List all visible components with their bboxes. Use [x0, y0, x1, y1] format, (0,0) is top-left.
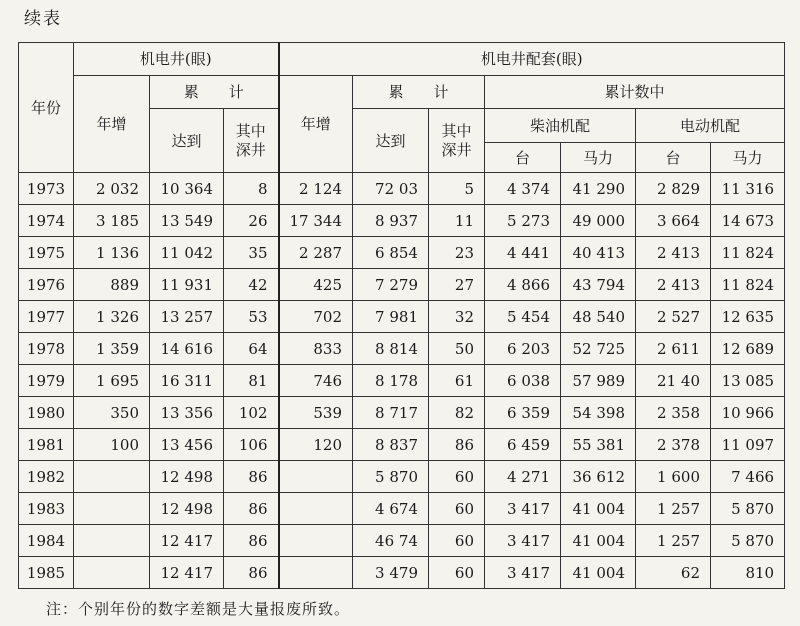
equip-deep: 23 — [429, 237, 485, 269]
equip-annual-increase: 539 — [279, 397, 353, 429]
header-equip-reached: 达到 — [353, 109, 429, 173]
row-year: 1977 — [19, 301, 74, 333]
diesel-hp: 52 725 — [561, 333, 636, 365]
equip-cumulative: 8 717 — [353, 397, 429, 429]
diesel-hp: 41 290 — [561, 173, 636, 205]
electric-units: 2 611 — [636, 333, 711, 365]
wells-cumulative: 11 042 — [150, 237, 224, 269]
equip-cumulative: 8 178 — [353, 365, 429, 397]
wells-cumulative: 13 257 — [150, 301, 224, 333]
diesel-hp: 43 794 — [561, 269, 636, 301]
table-row — [19, 333, 785, 365]
diesel-hp: 40 413 — [561, 237, 636, 269]
diesel-units: 3 417 — [485, 557, 561, 589]
wells-annual-increase: 3 185 — [74, 205, 150, 237]
equip-annual-increase: 2 124 — [279, 173, 353, 205]
wells-annual-increase: 889 — [74, 269, 150, 301]
diesel-units: 4 441 — [485, 237, 561, 269]
header-deep-line1: 其中 — [235, 121, 266, 140]
wells-annual-increase: 350 — [74, 397, 150, 429]
diesel-units: 4 271 — [485, 461, 561, 493]
diesel-hp: 41 004 — [561, 493, 636, 525]
equip-deep: 11 — [429, 205, 485, 237]
equip-annual-increase — [279, 557, 353, 589]
footnote: 注：个别年份的数字差额是大量报废所致。 — [46, 600, 351, 618]
electric-hp: 14 673 — [711, 205, 785, 237]
table-row — [19, 525, 785, 557]
wells-annual-increase: 100 — [74, 429, 150, 461]
equip-cumulative: 6 854 — [353, 237, 429, 269]
diesel-units: 3 417 — [485, 493, 561, 525]
wells-deep: 86 — [224, 493, 279, 525]
equip-cumulative: 4 674 — [353, 493, 429, 525]
electric-hp: 11 316 — [711, 173, 785, 205]
wells-cumulative: 12 417 — [150, 525, 224, 557]
equip-deep: 5 — [429, 173, 485, 205]
table-row — [19, 429, 785, 461]
diesel-units: 3 417 — [485, 525, 561, 557]
header-wells-cumulative: 累 计 — [150, 76, 279, 109]
equip-annual-increase — [279, 493, 353, 525]
electric-units: 2 829 — [636, 173, 711, 205]
table-row — [19, 493, 785, 525]
diesel-hp: 36 612 — [561, 461, 636, 493]
electric-units: 3 664 — [636, 205, 711, 237]
header-equip-annual-increase: 年增 — [279, 76, 353, 173]
wells-cumulative: 12 417 — [150, 557, 224, 589]
electric-hp: 5 870 — [711, 493, 785, 525]
electric-units: 1 600 — [636, 461, 711, 493]
equip-cumulative: 46 74 — [353, 525, 429, 557]
table-row — [19, 365, 785, 397]
electric-units: 21 40 — [636, 365, 711, 397]
header-electric: 电动机配 — [636, 109, 785, 143]
table-row — [19, 205, 785, 237]
equip-cumulative: 72 03 — [353, 173, 429, 205]
electric-units: 62 — [636, 557, 711, 589]
electric-hp: 13 085 — [711, 365, 785, 397]
electric-hp: 10 966 — [711, 397, 785, 429]
electric-units: 2 358 — [636, 397, 711, 429]
electric-units: 2 413 — [636, 237, 711, 269]
diesel-hp: 41 004 — [561, 525, 636, 557]
equip-deep: 50 — [429, 333, 485, 365]
wells-cumulative: 12 498 — [150, 461, 224, 493]
equip-deep: 27 — [429, 269, 485, 301]
wells-annual-increase — [74, 461, 150, 493]
header-diesel-units: 台 — [485, 143, 561, 173]
equip-annual-increase — [279, 461, 353, 493]
wells-cumulative: 16 311 — [150, 365, 224, 397]
table-row — [19, 557, 785, 589]
header-cumulative-breakdown: 累计数中 — [485, 76, 785, 109]
wells-annual-increase — [74, 557, 150, 589]
equip-deep: 60 — [429, 461, 485, 493]
page-title: 续表 — [24, 9, 62, 29]
row-year: 1973 — [19, 173, 74, 205]
equip-cumulative: 7 279 — [353, 269, 429, 301]
equip-deep: 60 — [429, 525, 485, 557]
electric-hp: 11 824 — [711, 269, 785, 301]
wells-cumulative: 12 498 — [150, 493, 224, 525]
diesel-units: 6 203 — [485, 333, 561, 365]
electric-units: 2 413 — [636, 269, 711, 301]
wells-deep: 86 — [224, 461, 279, 493]
row-year: 1979 — [19, 365, 74, 397]
diesel-units: 6 459 — [485, 429, 561, 461]
row-year: 1983 — [19, 493, 74, 525]
header-deep-line2: 深井 — [441, 140, 472, 159]
wells-deep: 8 — [224, 173, 279, 205]
data-table — [18, 42, 785, 589]
diesel-units: 5 273 — [485, 205, 561, 237]
diesel-units: 6 038 — [485, 365, 561, 397]
equip-annual-increase: 120 — [279, 429, 353, 461]
wells-annual-increase: 1 326 — [74, 301, 150, 333]
header-diesel-hp: 马力 — [561, 143, 636, 173]
electric-hp: 12 689 — [711, 333, 785, 365]
equip-deep: 82 — [429, 397, 485, 429]
row-year: 1974 — [19, 205, 74, 237]
header-diesel: 柴油机配 — [485, 109, 636, 143]
diesel-hp: 54 398 — [561, 397, 636, 429]
diesel-hp: 57 989 — [561, 365, 636, 397]
wells-cumulative: 13 456 — [150, 429, 224, 461]
wells-cumulative: 11 931 — [150, 269, 224, 301]
electric-hp: 12 635 — [711, 301, 785, 333]
equip-deep: 86 — [429, 429, 485, 461]
wells-cumulative: 14 616 — [150, 333, 224, 365]
table-row — [19, 301, 785, 333]
equip-annual-increase: 17 344 — [279, 205, 353, 237]
table-row — [19, 237, 785, 269]
table-row — [19, 173, 785, 205]
equip-annual-increase: 746 — [279, 365, 353, 397]
header-wells-annual-increase: 年增 — [74, 76, 150, 173]
wells-annual-increase: 1 695 — [74, 365, 150, 397]
electric-units: 2 378 — [636, 429, 711, 461]
diesel-units: 4 374 — [485, 173, 561, 205]
wells-deep: 26 — [224, 205, 279, 237]
equip-annual-increase: 702 — [279, 301, 353, 333]
header-wells-deep — [224, 109, 279, 173]
row-year: 1985 — [19, 557, 74, 589]
equip-annual-increase: 833 — [279, 333, 353, 365]
row-year: 1984 — [19, 525, 74, 557]
row-year: 1982 — [19, 461, 74, 493]
row-year: 1978 — [19, 333, 74, 365]
electric-hp: 11 824 — [711, 237, 785, 269]
wells-annual-increase: 1 359 — [74, 333, 150, 365]
equip-cumulative: 3 479 — [353, 557, 429, 589]
electric-hp: 11 097 — [711, 429, 785, 461]
equip-annual-increase — [279, 525, 353, 557]
table-row — [19, 269, 785, 301]
equip-cumulative: 8 837 — [353, 429, 429, 461]
electric-hp: 810 — [711, 557, 785, 589]
electric-hp: 7 466 — [711, 461, 785, 493]
equip-cumulative: 7 981 — [353, 301, 429, 333]
electric-units: 2 527 — [636, 301, 711, 333]
wells-deep: 106 — [224, 429, 279, 461]
wells-annual-increase — [74, 525, 150, 557]
wells-cumulative: 10 364 — [150, 173, 224, 205]
equip-cumulative: 8 814 — [353, 333, 429, 365]
equip-annual-increase: 2 287 — [279, 237, 353, 269]
header-equipment-group: 机电井配套(眼) — [279, 43, 785, 76]
header-electric-hp: 马力 — [711, 143, 785, 173]
row-year: 1975 — [19, 237, 74, 269]
wells-deep: 64 — [224, 333, 279, 365]
equip-deep: 60 — [429, 557, 485, 589]
wells-deep: 42 — [224, 269, 279, 301]
header-wells-reached: 达到 — [150, 109, 224, 173]
table-row — [19, 461, 785, 493]
equip-deep: 61 — [429, 365, 485, 397]
electric-units: 1 257 — [636, 493, 711, 525]
diesel-units: 5 454 — [485, 301, 561, 333]
header-deep-line1: 其中 — [441, 121, 472, 140]
diesel-units: 4 866 — [485, 269, 561, 301]
wells-deep: 81 — [224, 365, 279, 397]
electric-units: 1 257 — [636, 525, 711, 557]
wells-annual-increase: 1 136 — [74, 237, 150, 269]
wells-annual-increase — [74, 493, 150, 525]
diesel-hp: 48 540 — [561, 301, 636, 333]
equip-deep: 60 — [429, 493, 485, 525]
row-year: 1980 — [19, 397, 74, 429]
table-row — [19, 397, 785, 429]
wells-deep: 53 — [224, 301, 279, 333]
diesel-units: 6 359 — [485, 397, 561, 429]
row-year: 1976 — [19, 269, 74, 301]
header-equip-cumulative: 累 计 — [353, 76, 485, 109]
diesel-hp: 41 004 — [561, 557, 636, 589]
header-year: 年份 — [19, 43, 74, 173]
table-body — [19, 173, 785, 589]
header-deep-line2: 深井 — [235, 140, 266, 159]
diesel-hp: 55 381 — [561, 429, 636, 461]
wells-cumulative: 13 356 — [150, 397, 224, 429]
header-equip-deep — [429, 109, 485, 173]
wells-deep: 35 — [224, 237, 279, 269]
wells-deep: 102 — [224, 397, 279, 429]
equip-cumulative: 5 870 — [353, 461, 429, 493]
header-electric-units: 台 — [636, 143, 711, 173]
wells-annual-increase: 2 032 — [74, 173, 150, 205]
row-year: 1981 — [19, 429, 74, 461]
electric-hp: 5 870 — [711, 525, 785, 557]
wells-deep: 86 — [224, 557, 279, 589]
equip-deep: 32 — [429, 301, 485, 333]
wells-cumulative: 13 549 — [150, 205, 224, 237]
equip-annual-increase: 425 — [279, 269, 353, 301]
header-wells-group: 机电井(眼) — [74, 43, 279, 76]
wells-deep: 86 — [224, 525, 279, 557]
equip-cumulative: 8 937 — [353, 205, 429, 237]
diesel-hp: 49 000 — [561, 205, 636, 237]
